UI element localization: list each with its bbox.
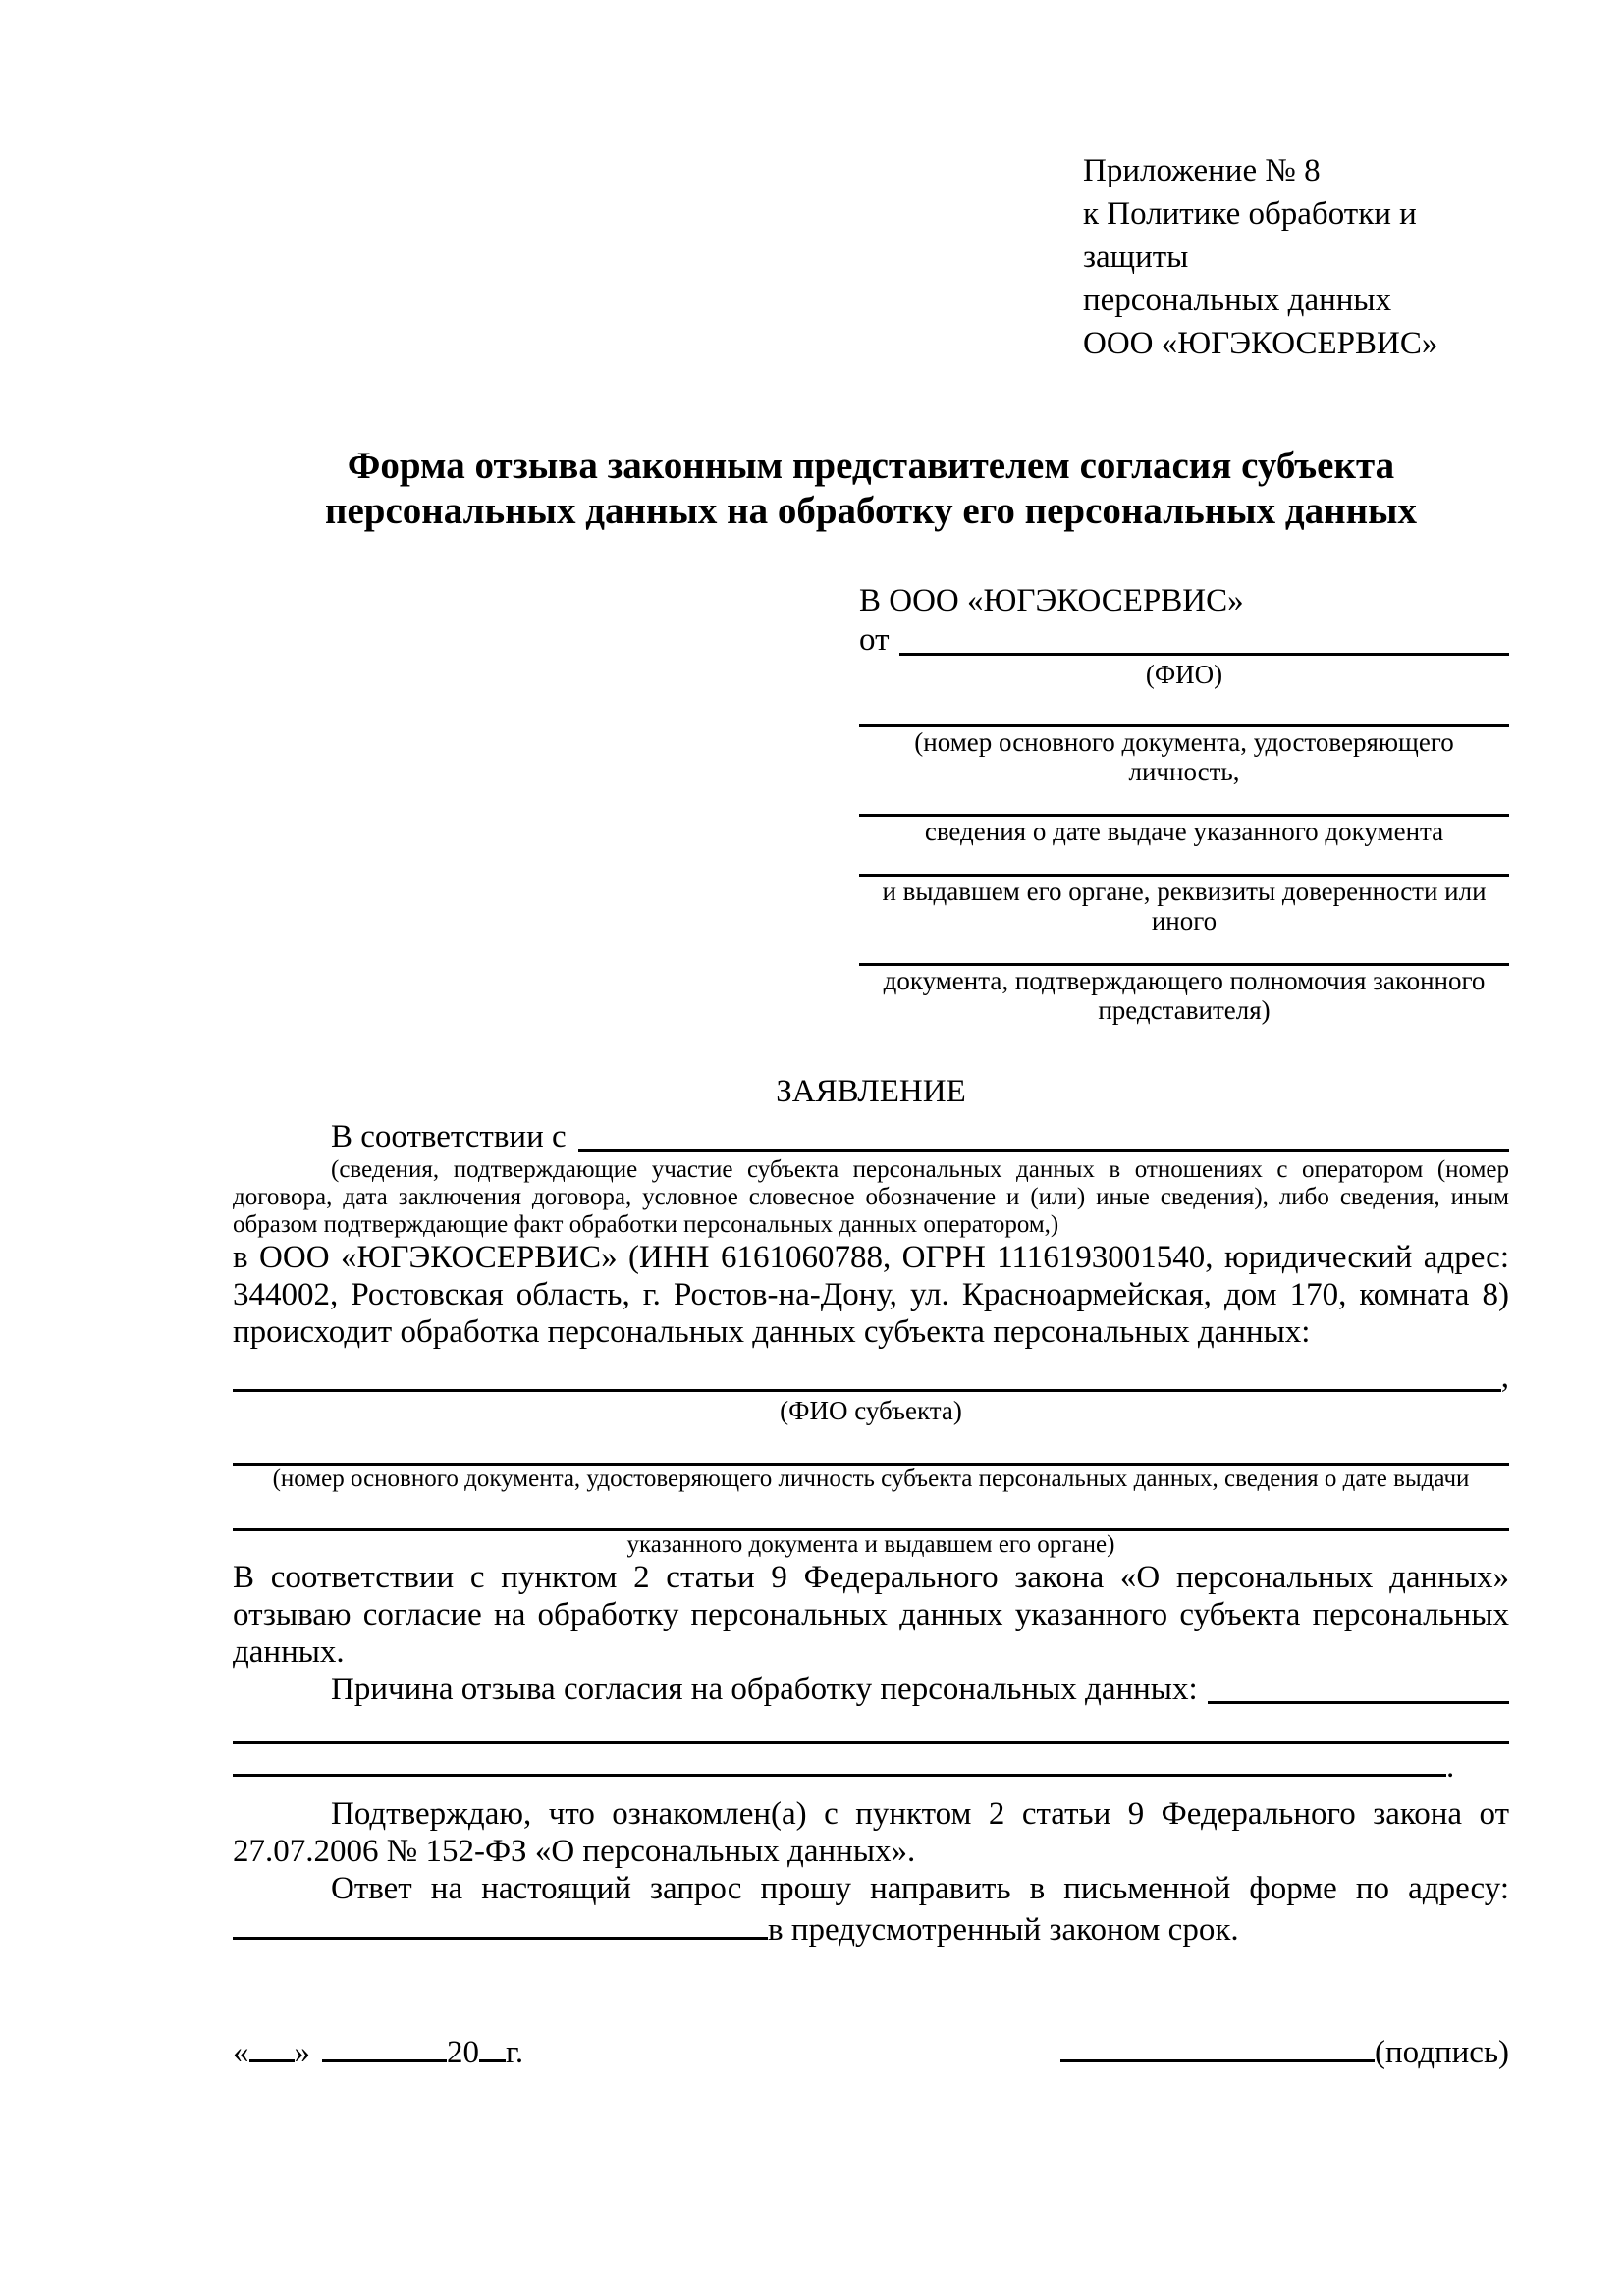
- date-year-field: [479, 2034, 506, 2062]
- fio-subject-caption: (ФИО субъекта): [780, 1396, 962, 1425]
- addressee-org: В ООО «ЮГЭКОСЕРВИС»: [859, 583, 1244, 618]
- subject-doc-field-line: [233, 1493, 1509, 1531]
- field-caption: (номер основного документа, удостоверяющего личность,: [914, 727, 1454, 786]
- blank-field-line: [859, 786, 1509, 817]
- subject-fio-field-line: [233, 1389, 1501, 1392]
- blank-field-line: [859, 846, 1509, 877]
- annex-line: Приложение № 8: [1083, 153, 1321, 188]
- signature-caption: (подпись): [1375, 2035, 1509, 2070]
- open-quote: «: [233, 2035, 249, 2070]
- subject-fio-line: [233, 1359, 1509, 1396]
- statement-heading: ЗАЯВЛЕНИЕ: [776, 1074, 966, 1109]
- reason-label: Причина отзыва согласия на обработку персональных данных:: [331, 1672, 1198, 1707]
- field-caption: и выдавшем его органе, реквизиты доверенности или иного: [882, 877, 1487, 935]
- signature-date-row: [233, 2033, 1509, 2072]
- reply-suffix: в предусмотренный законом срок.: [768, 1912, 1239, 1948]
- blank-field-line: [859, 689, 1509, 727]
- doc-caption-line1: (номер основного документа, удостоверяющего личность субъекта персональных данных, сведения о дате выдачи: [272, 1466, 1470, 1492]
- year-prefix: 20: [447, 2035, 479, 2070]
- date-day-field: [249, 2034, 295, 2062]
- reason-blank-field-line: [233, 1744, 1446, 1777]
- document-content: [233, 0, 1509, 2072]
- date-month-field: [322, 2034, 447, 2062]
- document-title: Форма отзыва законным представителем согласия субъекта персональных данных на обработку его персональных данных: [324, 445, 1418, 532]
- date-line: [233, 2033, 523, 2072]
- annex-block: [1083, 149, 1509, 365]
- close-quote: »: [294, 2035, 310, 2070]
- reason-field-line: [1208, 1701, 1509, 1704]
- blank-field-line: [859, 935, 1509, 966]
- from-field-line: [899, 653, 1510, 656]
- year-suffix: г.: [506, 2035, 524, 2070]
- withdraw-paragraph: В соответствии с пунктом 2 статьи 9 Федерального закона «О персональных данных» отзываю согласие на обработку персональных данных указанного субъекта персональных данных.: [233, 1560, 1509, 1670]
- confirm-paragraph: Подтверждаю, что ознакомлен(а) с пунктом 2 статьи 9 Федерального закона от 27.07.2006 № 152-ФЗ «О персональных данных».: [233, 1796, 1509, 1869]
- subject-doc-field-line: [233, 1425, 1509, 1466]
- fio-caption: (ФИО): [1145, 660, 1223, 689]
- annex-line: к Политике обработки и защиты: [1083, 196, 1417, 275]
- operator-paragraph: в ООО «ЮГЭКОСЕРВИС» (ИНН 6161060788, ОГРН 1116193001540, юридический адрес: 344002, Ростовская область, г. Ростов-на-Дону, ул. Красноармейская, дом 170, комната 8) происходит обработка персональных данных субъекта персональных данных:: [233, 1240, 1509, 1350]
- from-row: [859, 620, 1509, 660]
- annex-line: ООО «ЮГЭКОСЕРВИС»: [1083, 326, 1438, 361]
- field-caption: сведения о дате выдаче указанного документа: [924, 817, 1444, 846]
- reply-address-field-line: [233, 1907, 768, 1940]
- reason-blank-line-2: [233, 1744, 1509, 1786]
- reason-line: [233, 1671, 1509, 1708]
- signature-line: [1060, 2033, 1509, 2072]
- according-field-line: [578, 1149, 1509, 1152]
- according-line: [233, 1117, 1509, 1156]
- addressee-block: [859, 581, 1509, 1025]
- field-caption: документа, подтверждающего полномочия законного представителя): [883, 966, 1486, 1025]
- subject-comma: ,: [1500, 1360, 1509, 1395]
- reply-paragraph: Ответ на настоящий запрос прошу направить в письменной форме по адресу:: [331, 1871, 1509, 1906]
- fine-print-caption: (сведения, подтверждающие участие субъекта персональных данных в отношениях с оператором (номер договора, дата заключения договора, условное словесное обозначение и (или) иные сведения), либо сведения, иным образом подтверждающие факт обработки персональных данных оператором,): [233, 1156, 1509, 1238]
- reply-address-line: [233, 1907, 1509, 1949]
- doc-caption-line2: указанного документа и выдавшем его органе): [626, 1531, 1115, 1558]
- annex-line: персональных данных: [1083, 283, 1392, 318]
- from-label: от: [859, 622, 890, 658]
- reason-blank-line: [233, 1708, 1509, 1744]
- according-prefix: В соответствии с: [331, 1119, 567, 1154]
- signature-field-line: [1060, 2034, 1375, 2062]
- period: .: [1446, 1749, 1455, 1785]
